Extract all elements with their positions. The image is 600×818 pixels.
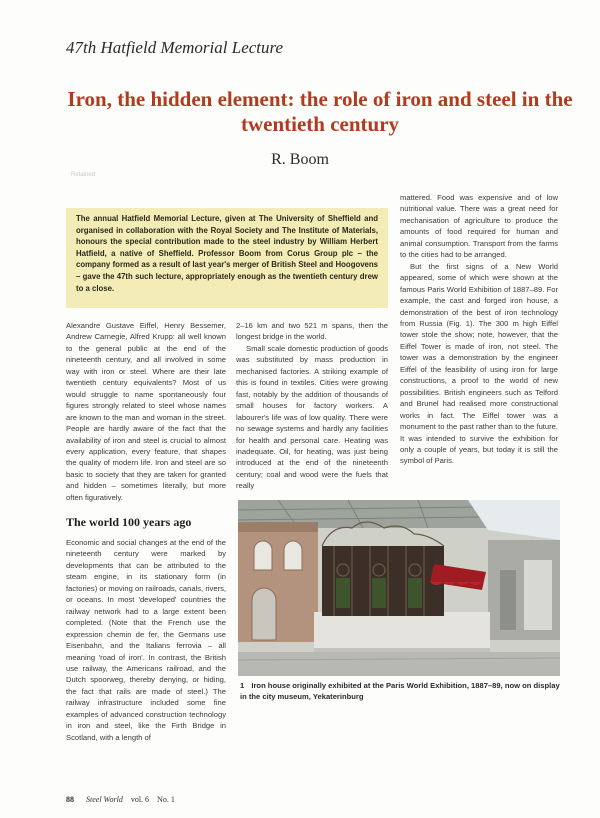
faded-stamp: Retained <box>71 172 96 178</box>
body-column-1 <box>66 320 226 502</box>
body-paragraph: mattered. Food was expensive and of low nutritional value. There was a great need for mechanisation of agriculture to produce the amounts of food required for human and animal consumption. Transport from the farms to the cities had to be arranged. <box>400 193 558 260</box>
section-heading: The world 100 years ago <box>66 515 192 529</box>
body-column-2 <box>236 320 388 496</box>
lecture-series-title: 47th Hatfield Memorial Lecture <box>66 38 284 57</box>
page-footer <box>66 795 175 804</box>
figure-photo-iron-house <box>238 500 560 676</box>
article-title: Iron, the hidden element: the role of iron and steel in the twentieth century <box>67 87 573 136</box>
abstract-box: The annual Hatfield Memorial Lecture, given at The University of Sheffield and organised in collaboration with the Royal Society and The Institute of Materials, honours the special contribution made to the steel industry by William Herbert Hatfield, a native of Sheffield. Professor Boom from Corus Group plc – the company formed as a result of last year's merger of British Steel and Hoogovens – gave the 47th such lecture, appropriately enough as the twentieth century drew to a close. <box>66 208 388 308</box>
body-paragraph: 2–16 km and two 521 m spans, then the longest bridge in the world. <box>236 321 388 342</box>
article-author: R. Boom <box>271 151 329 168</box>
figure-caption-text: Iron house originally exhibited at the Paris World Exhibition, 1887–89, now on display in the city museum, Yekaterinburg <box>240 681 560 701</box>
body-paragraph: Small scale domestic production of goods was substituted by mass production in mechanised factories. A striking example of this is found in textiles. Cities were growing fast, notably by the addition of thousands of small houses for factory workers. A labourer's life was of low quality. There were no sewage systems and hardly any facilities for health and personal care. Heating was inadequate. Oil, for heating, was just being introduced at the end of the nineteenth century; coal and wood were the fuels that really <box>236 343 388 491</box>
figure-caption <box>240 680 560 702</box>
figure-number: 1 <box>240 681 245 690</box>
page-number: 88 <box>66 795 74 804</box>
body-paragraph: But the first signs of a New World appeared, some of which were shown at the famous Paris World Exhibition of 1887–89. For example, the cast and forged iron house, a demonstration of the best of iron technology from Russia (Fig. 1). The 300 m high Eiffel tower stole the show; note, however, that the Eiffel Tower is made of iron, not steel. The tower was a demonstration by the engineer Eiffel of the feasibility of using iron for large constructions, a proof to the world of new possibilities. British engineers such as Telford and Brunel had realised more constructional works in fact. The Eiffel tower was a monument to the past rather than to the future. It was intended to survive the exhibition for only a couple of years, but today it is still the symbol of Paris. <box>400 261 558 466</box>
body-paragraph: Alexandre Gustave Eiffel, Henry Bessemer, Andrew Carnegie, Alfred Krupp: all well known to the general public at the end of the nineteenth century, and all involved in some way with iron or steel. Where are their late twentieth century equivalents? Most of us would struggle to name spontaneously four figures strongly related to steel whose names are known to the man and woman in the street. People are hardly aware of the fact that the availability of iron and steel is crucial to almost every application, every feature, that shapes the quality of modern life. Iron and steel are so basic to society that they are taken for granted and hidden – sometimes literally, but more often figuratively. <box>66 321 226 502</box>
body-column-1-lower <box>66 537 226 791</box>
journal-issue: No. 1 <box>157 795 175 804</box>
body-column-3 <box>400 192 558 484</box>
journal-volume: vol. 6 <box>130 795 150 804</box>
journal-name: Steel World <box>86 795 123 804</box>
body-paragraph: Economic and social changes at the end of the nineteenth century were marked by developments that can be attributed to the steam engine, in its stationary form (in factories) or moving on railroads, canals, rivers, or oceans. In most 'developed' countries the railway network had to a large extent been completed. (Note that the French use the expression chemin de fer, the Germans use Eisenbahn, and the Italians ferrovia – all meaning 'road of iron'. In contrast, the British use railway, the Americans railroad, and the Dutch spoorweg, thereby denying, or hiding, the fact that rails are made of steel.) The railway infrastructure included some fine examples of advanced construction technology in iron and steel, like the Firth Bridge in Scotland, with a length of <box>66 538 226 742</box>
iron-house-illustration <box>238 500 560 676</box>
